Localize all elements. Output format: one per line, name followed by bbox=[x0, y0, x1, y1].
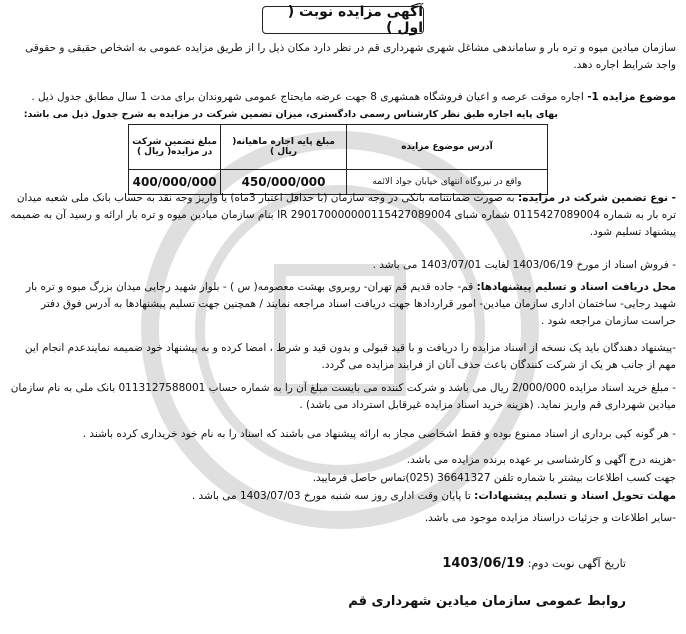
subject-label: موضوع مزایده 1- bbox=[587, 91, 676, 103]
other-info-text: -سایر اطلاعات و جزئیات دراسناد مزایده موجود می باشد. bbox=[424, 512, 676, 524]
contact-phone-text: جهت کسب اطلاعات بیشتر با شماره تلفن 36641327 (025)تماس حاصل فرمایید. bbox=[312, 472, 676, 484]
guarantee-type-text: به صورت ضمانتنامه بانکی در وجه سازمان (با حداقل اعتبار 3ماه) یا واریز وجه نقد به حساب بانک ملی شعبه میدان تره بار به شماره 0115427089004 شماره شبای IR 290170000000115427089004 بنام سازمان میادین میوه و تره بار ارائه و رسید آن به ضمیمه پیشنهاد تسلیم شود. bbox=[10, 192, 676, 238]
second-date-value: 1403/06/19 bbox=[442, 556, 525, 571]
auction-table bbox=[128, 124, 548, 195]
footer-signature: روابط عمومی سازمان میادین شهرداری قم bbox=[348, 594, 626, 609]
guarantee-type-label: - نوع تضمین شرکت در مزایده: bbox=[518, 192, 676, 204]
deadline-paragraph bbox=[10, 488, 676, 505]
documents-location-label: محل دریافت اسناد و تسلیم پیشنهادها: bbox=[476, 281, 676, 293]
cell-address: واقع در نیروگاه انتهای خیابان جواد الائمه bbox=[346, 170, 547, 195]
table-header-row bbox=[129, 125, 548, 170]
cell-guarantee: 400/000/000 bbox=[129, 170, 221, 195]
subject-line bbox=[10, 89, 676, 106]
intro-text: سازمان میادین میوه و تره بار و ساماندهی مشاغل شهری شهرداری قم در نظر دارد مکان ذیل را از طریق مزایده عمومی به اشخاص حقیقی و حقوقی واجد شرایط اجاره دهد. bbox=[25, 42, 676, 71]
second-publication-date bbox=[442, 556, 626, 571]
bidder-requirements-text: -پیشنهاد دهندگان باید یک نسخه از اسناد مزایده را دریافت و با قید قبولی و بدون قید و شرط ، امضا کرده و به پیشنهاد خود ضمیمه نمایندعدم انجام این مهم از جانب هر یک از شرکت کنندگان باعث حذف آنان از فرایند مزایده می گردد. bbox=[24, 342, 676, 371]
deadline-text: تا پایان وقت اداری روز سه شنبه مورخ 1403/07/03 می باشد . bbox=[191, 490, 471, 502]
guarantee-type-paragraph bbox=[10, 190, 676, 241]
header-guarantee: مبلغ تضمین شرکت در مزایده( ریال ) bbox=[129, 125, 221, 170]
notice-title: آگهی مزایده نوبت ( اول ) bbox=[262, 6, 424, 34]
deadline-label: مهلت تحویل اسناد و تسلیم پیشنهادات: bbox=[474, 490, 676, 502]
cell-base-rent: 450/000/000 bbox=[221, 170, 347, 195]
ad-cost-text: -هزینه درج آگهی و کارشناسی بر عهده برنده مزایده می باشد. bbox=[406, 454, 676, 466]
documents-location-paragraph bbox=[10, 279, 676, 330]
second-date-label: تاریخ آگهی نوبت دوم: bbox=[527, 557, 626, 570]
sales-period-text: - فروش اسناد از مورخ 1403/06/19 لغایت 1403/07/01 می باشد . bbox=[372, 259, 676, 271]
table-caption: بهای پایه اجاره طبق نظر کارشناس رسمی دادگستری، میزان تضمین شرکت در مزایده به شرح جدول ذیل می باشد: bbox=[23, 109, 558, 120]
copy-restriction-text: - هر گونه کپی برداری از اسناد ممنوع بوده و فقط اشخاصی مجاز به ارائه پیشنهاد می باشند که اسناد را به نام خود خریداری کرده باشند . bbox=[82, 428, 676, 440]
header-address: آدرس موضوع مزایده bbox=[346, 125, 547, 170]
subject-text: اجاره موقت عرصه و اعیان فروشگاه همشهری 8 جهت عرضه مایحتاج عمومی شهروندان برای مدت 1 سال مطابق جدول ذیل . bbox=[31, 91, 584, 103]
header-base-rent: مبلغ پایه اجاره ماهیانه( ریال ) bbox=[221, 125, 347, 170]
documents-location-text: قم- جاده قدیم قم تهران- روبروی بهشت معصومه( س ) - بلوار شهید رجایی میدان بزرگ میوه و تره بار شهید رجایی- ساختمان اداری سازمان میادین- امور قراردادها جهت دریافت اسناد مراجعه نمایند / همچنین جهت تسلیم پیشنهادها به آدرس فوق دفتر حراست سازمان مراجعه شود . bbox=[26, 281, 676, 327]
document-fee-text: - مبلغ خرید اسناد مزایده 2/000/000 ریال می باشد و شرکت کننده می بایست مبلغ آن را به شماره حساب 0113127588001 بانک ملی به نام سازمان میادین شهرداری قم واریز نماید. (هزینه خرید اسناد مزایده غیرقابل استرداد می باشد) . bbox=[10, 382, 676, 411]
